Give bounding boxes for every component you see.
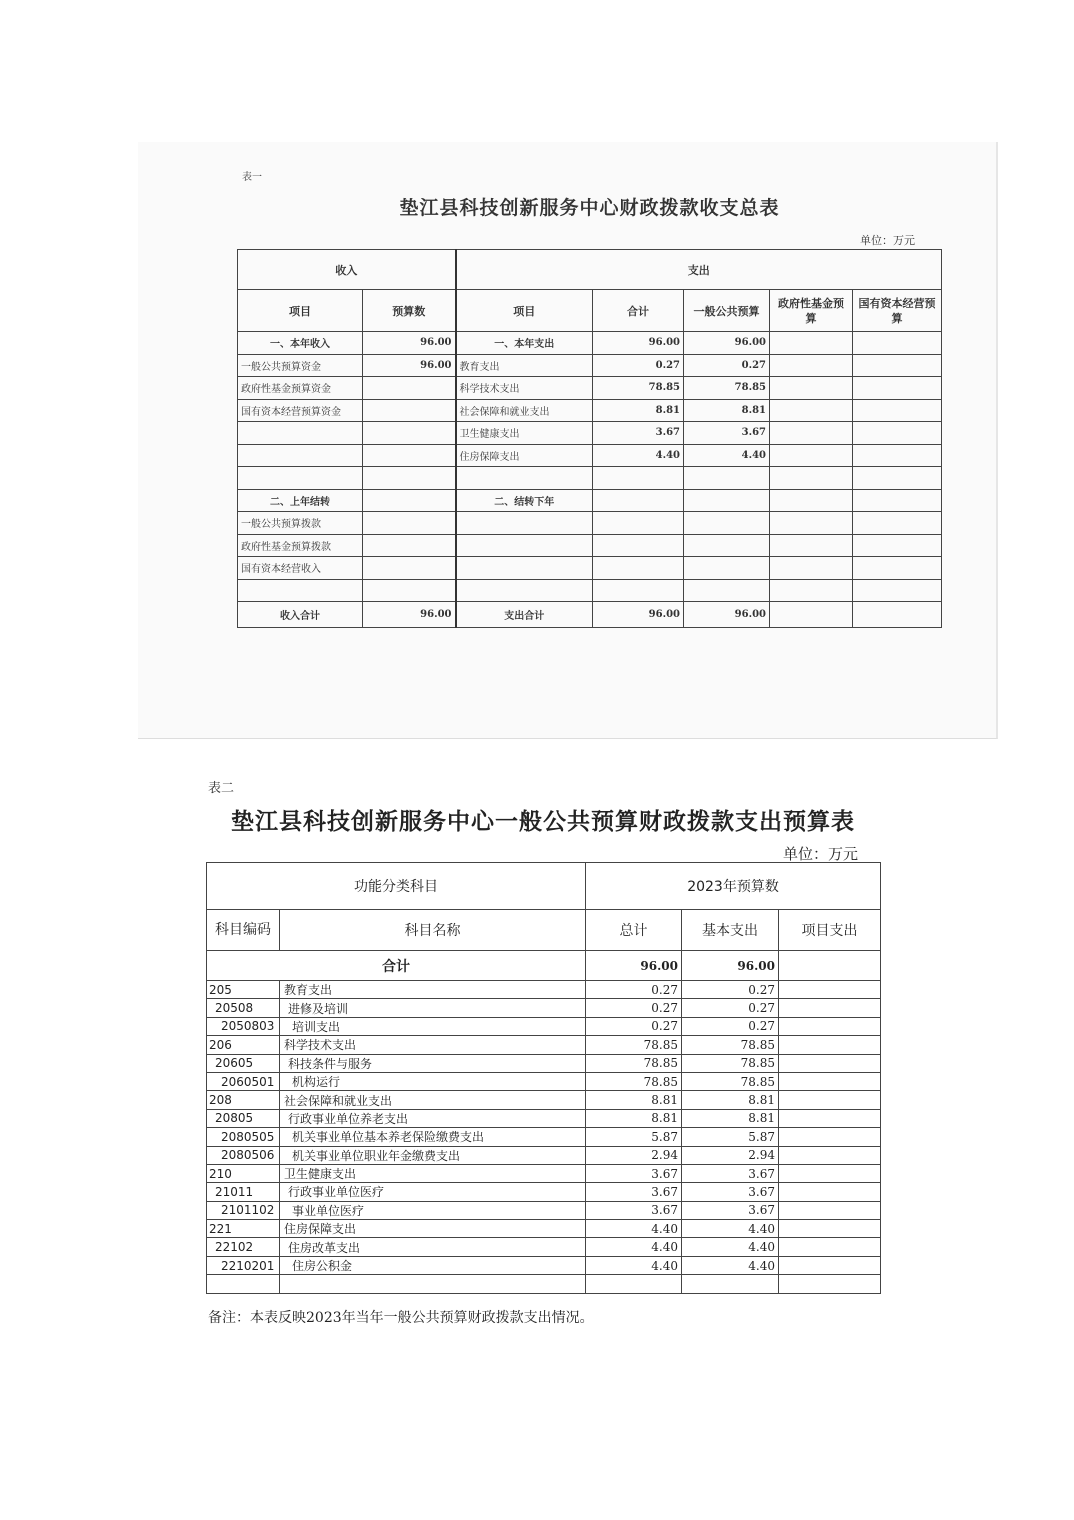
expense-total <box>593 579 684 602</box>
income-value <box>363 557 456 580</box>
row-total: 78.85 <box>586 1054 682 1072</box>
table-row <box>207 1017 881 1035</box>
expense-item: 科学技术支出 <box>456 377 593 400</box>
table-cell <box>853 467 942 490</box>
row-total: 3.67 <box>586 1164 682 1182</box>
income-value <box>363 399 456 422</box>
income-item: 国有资本经营预算资金 <box>238 399 363 422</box>
sum-total: 96.00 <box>586 951 682 981</box>
table-row <box>238 512 942 535</box>
table-cell <box>770 557 853 580</box>
subject-name: 培训支出 <box>280 1017 586 1035</box>
table-row <box>207 1201 881 1219</box>
expense-total <box>593 467 684 490</box>
expense-general <box>684 467 770 490</box>
table-row <box>207 1036 881 1054</box>
income-value: 96.00 <box>363 354 456 377</box>
row-basic: 8.81 <box>682 1109 779 1127</box>
table-cell <box>853 557 942 580</box>
subject-code: 2080505 <box>207 1128 280 1146</box>
budget-2023-header: 2023年预算数 <box>586 863 881 910</box>
expense-general: 8.81 <box>684 399 770 422</box>
income-value: 96.00 <box>363 332 456 355</box>
row-basic: 3.67 <box>682 1183 779 1201</box>
expense-item <box>456 467 593 490</box>
subject-code: 2210201 <box>207 1256 280 1274</box>
subject-code: 205 <box>207 981 280 999</box>
income-item: 国有资本经营收入 <box>238 557 363 580</box>
table2-title: 垫江县科技创新服务中心一般公共预算财政拨款支出预算表 <box>231 808 855 835</box>
expense-general: 96.00 <box>684 332 770 355</box>
expense-item <box>456 557 593 580</box>
table1-label: 表一 <box>242 172 262 183</box>
expense-general: 3.67 <box>684 422 770 445</box>
table-row <box>238 467 942 490</box>
expense-total-label: 支出合计 <box>456 602 593 628</box>
table-row <box>238 557 942 580</box>
table-cell <box>853 579 942 602</box>
row-project <box>779 1109 881 1127</box>
col-item-header: 项目 <box>238 290 363 332</box>
row-project <box>779 1036 881 1054</box>
expense-total: 4.40 <box>593 444 684 467</box>
row-total: 8.81 <box>586 1109 682 1127</box>
table-cell <box>853 534 942 557</box>
income-item <box>238 444 363 467</box>
table-row <box>207 1054 881 1072</box>
subject-name: 行政事业单位养老支出 <box>280 1109 586 1127</box>
income-item <box>238 467 363 490</box>
table-row <box>238 489 942 512</box>
table-cell <box>770 489 853 512</box>
income-value <box>363 467 456 490</box>
row-basic: 2.94 <box>682 1146 779 1164</box>
expense-total: 96.00 <box>593 332 684 355</box>
subject-code: 2101102 <box>207 1201 280 1219</box>
expense-general <box>684 512 770 535</box>
expense-item <box>456 534 593 557</box>
col-project-header: 项目支出 <box>779 910 881 951</box>
expense-total-value: 96.00 <box>593 602 684 628</box>
expense-total: 3.67 <box>593 422 684 445</box>
table-row <box>238 332 942 355</box>
row-basic: 5.87 <box>682 1128 779 1146</box>
table1-title: 垫江县科技创新服务中心财政拨款收支总表 <box>399 197 780 219</box>
row-basic: 4.40 <box>682 1256 779 1274</box>
income-value <box>363 422 456 445</box>
row-total: 8.81 <box>586 1091 682 1109</box>
expense-item: 住房保障支出 <box>456 444 593 467</box>
row-total: 3.67 <box>586 1201 682 1219</box>
table-cell <box>770 534 853 557</box>
table-row <box>207 1109 881 1127</box>
table-cell <box>770 602 853 628</box>
expense-total <box>593 512 684 535</box>
table-cell <box>853 489 942 512</box>
expense-general: 0.27 <box>684 354 770 377</box>
col-total-header: 合计 <box>593 290 684 332</box>
expense-total <box>593 534 684 557</box>
row-project <box>779 1256 881 1274</box>
table-cell <box>770 377 853 400</box>
table-row <box>207 1146 881 1164</box>
row-total: 5.87 <box>586 1128 682 1146</box>
row-project <box>779 1146 881 1164</box>
row-project <box>779 981 881 999</box>
table-row <box>207 1183 881 1201</box>
subject-name: 事业单位医疗 <box>280 1201 586 1219</box>
row-basic: 4.40 <box>682 1220 779 1238</box>
subject-name: 住房保障支出 <box>280 1220 586 1238</box>
subject-code: 2050803 <box>207 1017 280 1035</box>
table-row <box>207 1072 881 1090</box>
col-gov-fund-header: 政府性基金预算 <box>770 290 853 332</box>
row-total: 3.67 <box>586 1183 682 1201</box>
row-basic: 3.67 <box>682 1164 779 1182</box>
table1-unit: 单位：万元 <box>860 234 915 247</box>
table-cell <box>853 399 942 422</box>
row-total: 2.94 <box>586 1146 682 1164</box>
table-row <box>207 1275 881 1293</box>
col-total-header: 总计 <box>586 910 682 951</box>
subject-code: 221 <box>207 1220 280 1238</box>
table-row <box>238 399 942 422</box>
row-project <box>779 1275 881 1293</box>
table-cell <box>853 332 942 355</box>
row-total: 78.85 <box>586 1036 682 1054</box>
row-basic: 78.85 <box>682 1036 779 1054</box>
table-cell <box>853 354 942 377</box>
row-project <box>779 1183 881 1201</box>
subject-name <box>280 1275 586 1293</box>
expense-header: 支出 <box>456 250 942 290</box>
row-basic: 8.81 <box>682 1091 779 1109</box>
row-basic: 78.85 <box>682 1054 779 1072</box>
table-cell <box>770 422 853 445</box>
expense-general <box>684 579 770 602</box>
expense-general <box>684 489 770 512</box>
row-project <box>779 1164 881 1182</box>
subject-name: 卫生健康支出 <box>280 1164 586 1182</box>
table2-unit: 单位：万元 <box>783 845 859 863</box>
subject-name: 机关事业单位基本养老保险缴费支出 <box>280 1128 586 1146</box>
income-header: 收入 <box>238 250 456 290</box>
col-item2-header: 项目 <box>456 290 593 332</box>
table-row <box>207 1256 881 1274</box>
table-cell <box>770 579 853 602</box>
expense-item: 一、本年支出 <box>456 332 593 355</box>
func-category-header: 功能分类科目 <box>207 863 586 910</box>
subject-code: 208 <box>207 1091 280 1109</box>
row-total: 0.27 <box>586 999 682 1017</box>
row-total: 4.40 <box>586 1220 682 1238</box>
table-cell <box>853 444 942 467</box>
col-code-header: 科目编码 <box>207 910 280 951</box>
expense-general <box>684 534 770 557</box>
table-cell <box>770 467 853 490</box>
table-row <box>207 1164 881 1182</box>
expense-total: 0.27 <box>593 354 684 377</box>
subject-code: 2060501 <box>207 1072 280 1090</box>
subject-name: 进修及培训 <box>280 999 586 1017</box>
row-basic: 4.40 <box>682 1238 779 1256</box>
subject-name: 行政事业单位医疗 <box>280 1183 586 1201</box>
row-project <box>779 1128 881 1146</box>
subject-code: 206 <box>207 1036 280 1054</box>
subject-name: 教育支出 <box>280 981 586 999</box>
col-basic-header: 基本支出 <box>682 910 779 951</box>
sum-label: 合计 <box>207 951 586 981</box>
expense-total <box>593 557 684 580</box>
expense-general <box>684 557 770 580</box>
subject-code: 20805 <box>207 1109 280 1127</box>
table-row <box>207 1238 881 1256</box>
row-total: 0.27 <box>586 1017 682 1035</box>
income-value <box>363 512 456 535</box>
income-item <box>238 579 363 602</box>
expense-item: 教育支出 <box>456 354 593 377</box>
subject-code: 2080506 <box>207 1146 280 1164</box>
table-cell <box>770 512 853 535</box>
income-item: 二、上年结转 <box>238 489 363 512</box>
table2-note: 备注：本表反映2023年当年一般公共预算财政拨款支出情况。 <box>208 1310 594 1326</box>
row-basic <box>682 1275 779 1293</box>
income-total-label: 收入合计 <box>238 602 363 628</box>
subject-code: 20508 <box>207 999 280 1017</box>
table-row <box>207 981 881 999</box>
income-total-value: 96.00 <box>363 602 456 628</box>
table2-label: 表二 <box>208 781 235 796</box>
row-total: 4.40 <box>586 1256 682 1274</box>
row-basic: 78.85 <box>682 1072 779 1090</box>
row-project <box>779 1017 881 1035</box>
expense-total: 78.85 <box>593 377 684 400</box>
table-cell <box>853 602 942 628</box>
table-row <box>238 444 942 467</box>
expense-item: 卫生健康支出 <box>456 422 593 445</box>
table-row <box>207 1128 881 1146</box>
table-row <box>238 377 942 400</box>
row-total <box>586 1275 682 1293</box>
table-cell <box>779 951 881 981</box>
row-basic: 0.27 <box>682 999 779 1017</box>
col-budget-header: 预算数 <box>363 290 456 332</box>
subject-code: 21011 <box>207 1183 280 1201</box>
table-row <box>238 534 942 557</box>
subject-name: 社会保障和就业支出 <box>280 1091 586 1109</box>
expense-item <box>456 512 593 535</box>
col-name-header: 科目名称 <box>280 910 586 951</box>
expense-item: 社会保障和就业支出 <box>456 399 593 422</box>
row-total: 4.40 <box>586 1238 682 1256</box>
row-project <box>779 999 881 1017</box>
income-value <box>363 534 456 557</box>
income-item: 一、本年收入 <box>238 332 363 355</box>
expense-general: 78.85 <box>684 377 770 400</box>
row-basic: 0.27 <box>682 981 779 999</box>
income-value <box>363 579 456 602</box>
income-expense-summary-table <box>237 249 942 628</box>
income-item: 一般公共预算资金 <box>238 354 363 377</box>
table-row <box>238 579 942 602</box>
table-cell <box>770 354 853 377</box>
expense-general: 4.40 <box>684 444 770 467</box>
row-project <box>779 1054 881 1072</box>
col-state-capital-header: 国有资本经营预算 <box>853 290 942 332</box>
row-basic: 3.67 <box>682 1201 779 1219</box>
general-budget-expenditure-table <box>206 862 881 1294</box>
row-project <box>779 1201 881 1219</box>
subject-name: 机构运行 <box>280 1072 586 1090</box>
row-total: 0.27 <box>586 981 682 999</box>
subject-name: 住房改革支出 <box>280 1238 586 1256</box>
expense-item: 二、结转下年 <box>456 489 593 512</box>
table-row <box>207 1091 881 1109</box>
table-cell <box>770 399 853 422</box>
expense-item <box>456 579 593 602</box>
table-row <box>238 422 942 445</box>
income-item <box>238 422 363 445</box>
row-project <box>779 1238 881 1256</box>
subject-name: 机关事业单位职业年金缴费支出 <box>280 1146 586 1164</box>
expense-total-general: 96.00 <box>684 602 770 628</box>
subject-name: 住房公积金 <box>280 1256 586 1274</box>
income-value <box>363 444 456 467</box>
table-row <box>238 354 942 377</box>
table-cell <box>770 444 853 467</box>
col-general-header: 一般公共预算 <box>684 290 770 332</box>
row-project <box>779 1220 881 1238</box>
table-row <box>207 999 881 1017</box>
subject-code: 22102 <box>207 1238 280 1256</box>
table-cell <box>853 512 942 535</box>
row-project <box>779 1091 881 1109</box>
table-cell <box>770 332 853 355</box>
sum-basic: 96.00 <box>682 951 779 981</box>
table-cell <box>853 377 942 400</box>
subject-code: 210 <box>207 1164 280 1182</box>
subject-name: 科技条件与服务 <box>280 1054 586 1072</box>
income-item: 政府性基金预算资金 <box>238 377 363 400</box>
table-row <box>207 1220 881 1238</box>
row-basic: 0.27 <box>682 1017 779 1035</box>
income-value <box>363 377 456 400</box>
row-project <box>779 1072 881 1090</box>
expense-total: 8.81 <box>593 399 684 422</box>
table-cell <box>853 422 942 445</box>
expense-total <box>593 489 684 512</box>
income-value <box>363 489 456 512</box>
row-total: 78.85 <box>586 1072 682 1090</box>
subject-name: 科学技术支出 <box>280 1036 586 1054</box>
income-item: 政府性基金预算拨款 <box>238 534 363 557</box>
income-item: 一般公共预算拨款 <box>238 512 363 535</box>
subject-code <box>207 1275 280 1293</box>
subject-code: 20605 <box>207 1054 280 1072</box>
